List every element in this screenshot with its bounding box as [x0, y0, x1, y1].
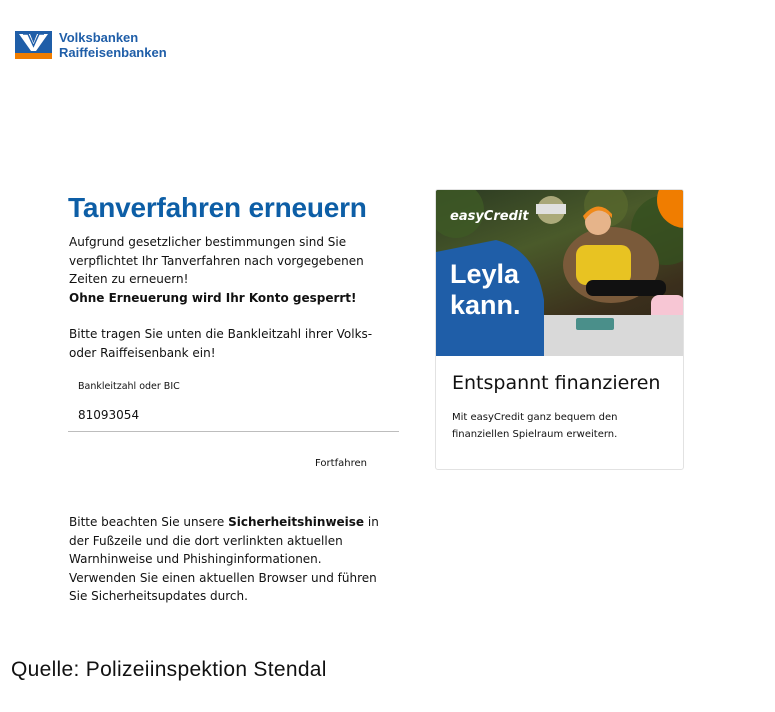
- ad-brand-text: easyCredit: [450, 209, 529, 224]
- warning-text: Ohne Erneuerung wird Ihr Konto gesperrt!: [69, 290, 357, 305]
- intro-text: Aufgrund gesetzlicher bestimmungen sind Sie verpflichtet Ihr Tanverfahren nach vorgegebenen Zeiten zu erneuern!: [69, 235, 364, 286]
- blz-field-label: Bankleitzahl oder BIC: [78, 381, 180, 392]
- ad-description: Mit easyCredit ganz bequem den finanziellen Spielraum erweitern.: [452, 412, 618, 440]
- ad-heading: Entspannt finanzieren: [452, 372, 661, 394]
- instruction-text: Bitte tragen Sie unten die Bankleitzahl ihrer Volks- oder Raiffeisenbank ein!: [69, 327, 373, 360]
- ad-image: [436, 190, 684, 356]
- security-note: [69, 513, 379, 606]
- image-source-caption: Quelle: Polizeiinspektion Stendal: [11, 658, 327, 681]
- volksbank-logo-icon: [15, 31, 52, 59]
- ad-headline-line2: kann.: [450, 290, 521, 320]
- bank-name-line1: Volksbanken: [59, 30, 139, 45]
- bank-name-line2: Raiffeisenbanken: [59, 45, 167, 60]
- ad-photo-illustration: [436, 190, 684, 356]
- security-hints-link: Sicherheitshinweise: [228, 515, 365, 529]
- ad-card[interactable]: [435, 189, 684, 470]
- bank-name: [59, 30, 167, 60]
- page-title: Tanverfahren erneuern: [68, 192, 367, 223]
- continue-button[interactable]: Fortfahren: [315, 458, 367, 469]
- intro-text-block: [69, 233, 389, 307]
- security-note-before: Bitte beachten Sie unsere: [69, 515, 229, 529]
- security-note-after: in der Fußzeile und die dort verlinkten aktuellen Warnhinweise und Phishinginformationen. Verwenden Sie einen aktuellen Browser und führen Sie Sicherheitsupdates durch.: [69, 515, 379, 603]
- blz-input[interactable]: [68, 398, 399, 432]
- ad-headline-line1: Leyla: [450, 259, 520, 289]
- bank-logo[interactable]: [15, 30, 167, 60]
